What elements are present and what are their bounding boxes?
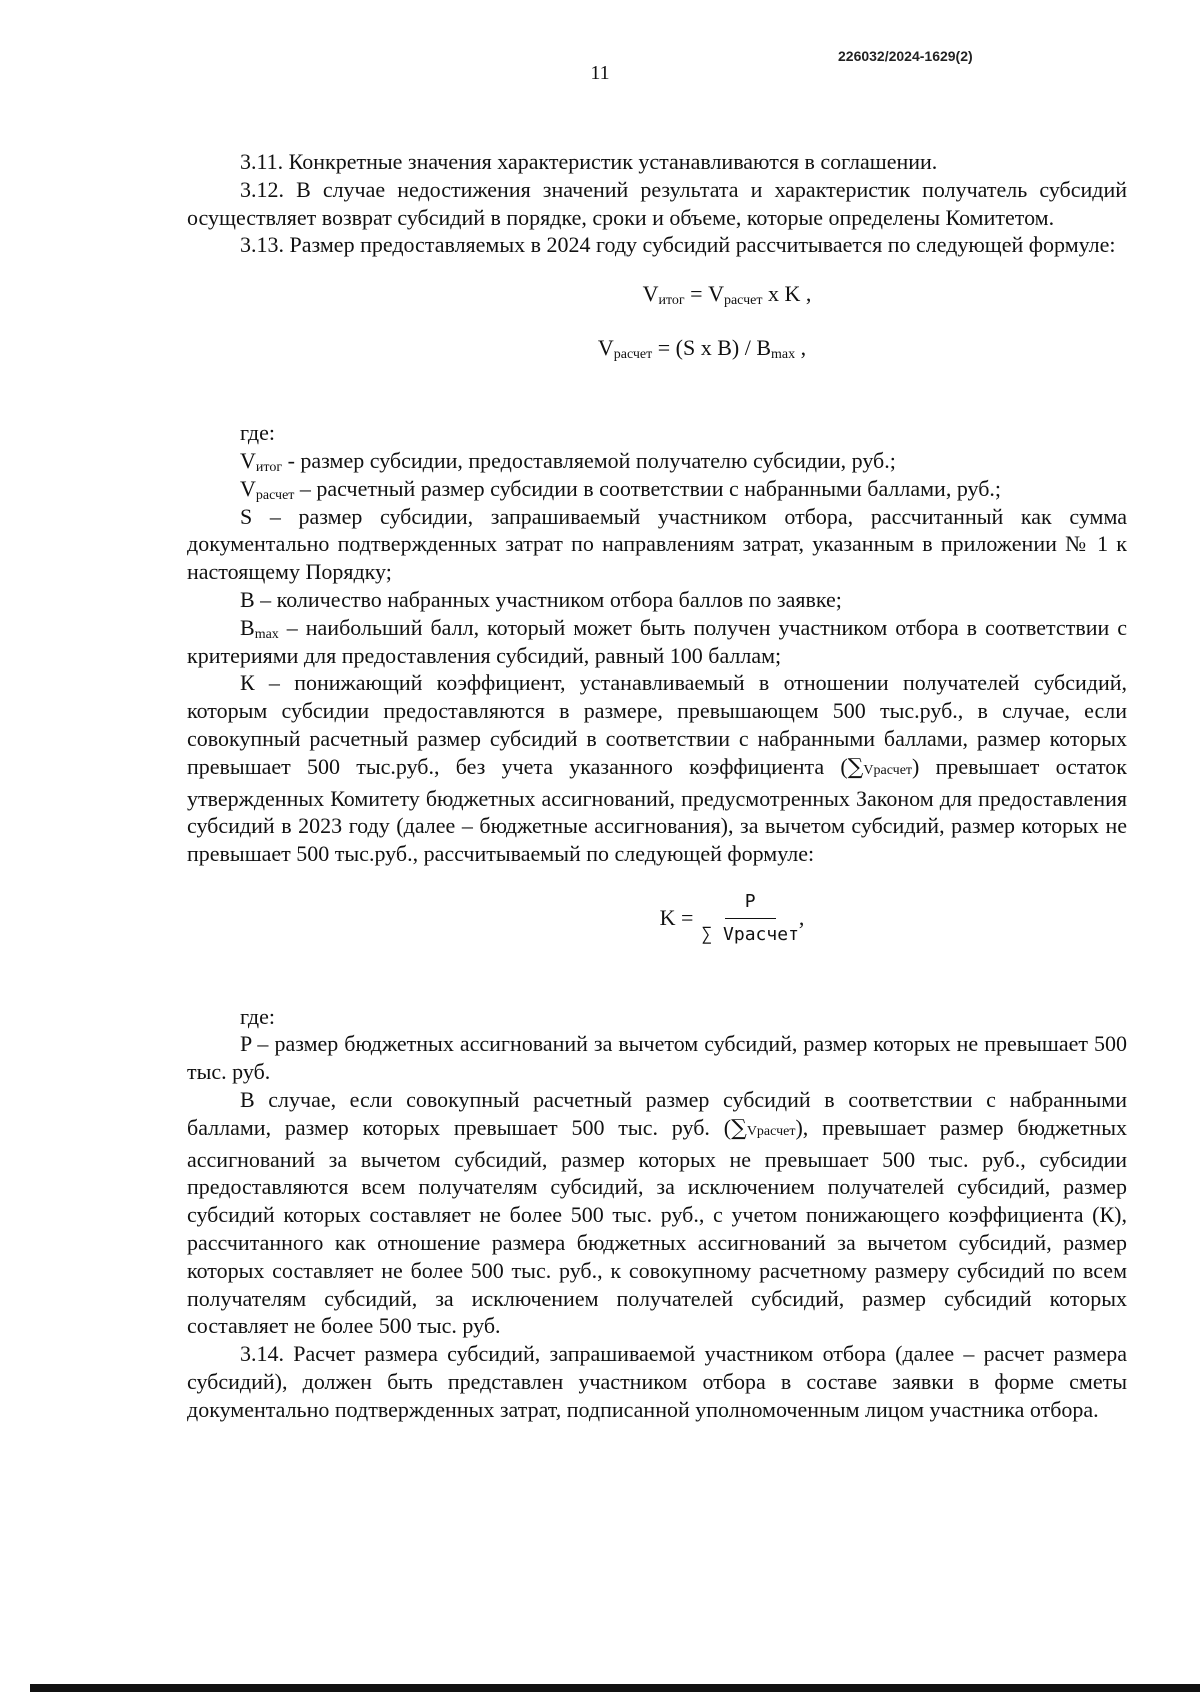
document-registration-number: 226032/2024-1629(2) [838,48,973,64]
where-label-2: где: [240,1003,275,1029]
page-number: 11 [590,62,610,84]
formula-v-raschet: $V_{расчет} = (S$ x $B) / B_{max}$ , [597,335,807,363]
definition-v-itog: $V_{итог}$ - размер субсидии, предоставляемой получателю субсидии, руб.; [240,447,896,475]
document-body [187,148,1127,1423]
definition-v-raschet: $V_{расчет}$ – расчетный размер субсидии в соответствии с набранными баллами, руб.; [240,475,1002,503]
definition-p: P – размер бюджетных ассигнований за вычетом субсидий, размер которых не превышает 500 тыс. руб. [187,1031,1127,1085]
paragraph-3-13: 3.13. Размер предоставляемых в 2024 году субсидий рассчитывается по следующей формуле: [240,232,1116,258]
formula-v-itog: $V_{итог} = V_{расчет}$ x K , [642,281,812,309]
where-label-1: где: [240,420,275,446]
definition-s: S – размер субсидии, запрашиваемый участником отбора, рассчитанный как сумма документально подтвержденных затрат по направлениям затрат, указанным в приложении № 1 к настоящему Порядку; [187,503,1127,585]
paragraph-3-14: 3.14. Расчет размера субсидий, запрашиваемой участником отбора (далее – расчет размера субсидий), должен быть представлен участником отбора в составе заявки в форме сметы документально подтвержденных затрат, подписанной уполномоченным лицом участника отбора. [187,1341,1127,1422]
paragraph-3-12: 3.12. В случае недостижения значений результата и характеристик получатель субсидий осуществляет возврат субсидий в порядке, сроки и объеме, которые определены Комитетом. [187,176,1127,230]
formula-k-numerator: P [725,888,776,919]
paragraph-3-11: 3.11. Конкретные значения характеристик устанавливаются в соглашении. [240,149,938,174]
formula-k-denominator: ∑ Vрасчет [701,923,799,945]
formula-k: K = $\frac{P}{\text{∑ Vрасчет}}$ , [337,888,1127,949]
paragraph-case: В случае, если совокупный расчетный размер субсидий в соответствии с набранными баллами, размер которых превышает 500 тыс. руб. (∑Vрасчет), превышает размер бюджетных ассигнований за вычетом субсидий, размер которых не превышает 500 тыс. руб., субсидии предоставляются всем получателям субсидий, за исключением получателей субсидий, размер субсидий которых составляет не более 500 тыс. руб., с учетом понижающего коэффициента (К), рассчитанного как отношение размера бюджетных ассигнований за вычетом субсидий, размер которых составляет не более 500 тыс. руб., к совокупному расчетному размеру субсидий по всем получателям субсидий, за исключением получателей субсидий, размер субсидий которых составляет не более 500 тыс. руб. [187,1086,1127,1339]
definition-k: К – понижающий коэффициент, устанавливаемый в отношении получателей субсидий, которым субсидии предоставляются в размере, превышающем 500 тыс.руб., в случае, если совокупный расчетный размер субсидий в соответствии с набранными баллами, размер которых превышает 500 тыс.руб., без учета указанного коэффициента (∑Vрасчет) превышает остаток утвержденных Комитету бюджетных ассигнований, предусмотренных Законом для предоставления субсидий в 2023 году (далее – бюджетные ассигнования), за вычетом субсидий, размер которых не превышает 500 тыс.руб., рассчитываемый по следующей формуле: [187,670,1127,867]
definition-b: B – количество набранных участником отбора баллов по заявке; [240,586,842,612]
scan-bottom-edge [30,1684,1200,1692]
definition-bmax: $B_{max}$ – наибольший балл, который может быть получен участником отбора в соответствии с критериями для предоставления субсидий, равный 100 баллам; [187,614,1127,668]
